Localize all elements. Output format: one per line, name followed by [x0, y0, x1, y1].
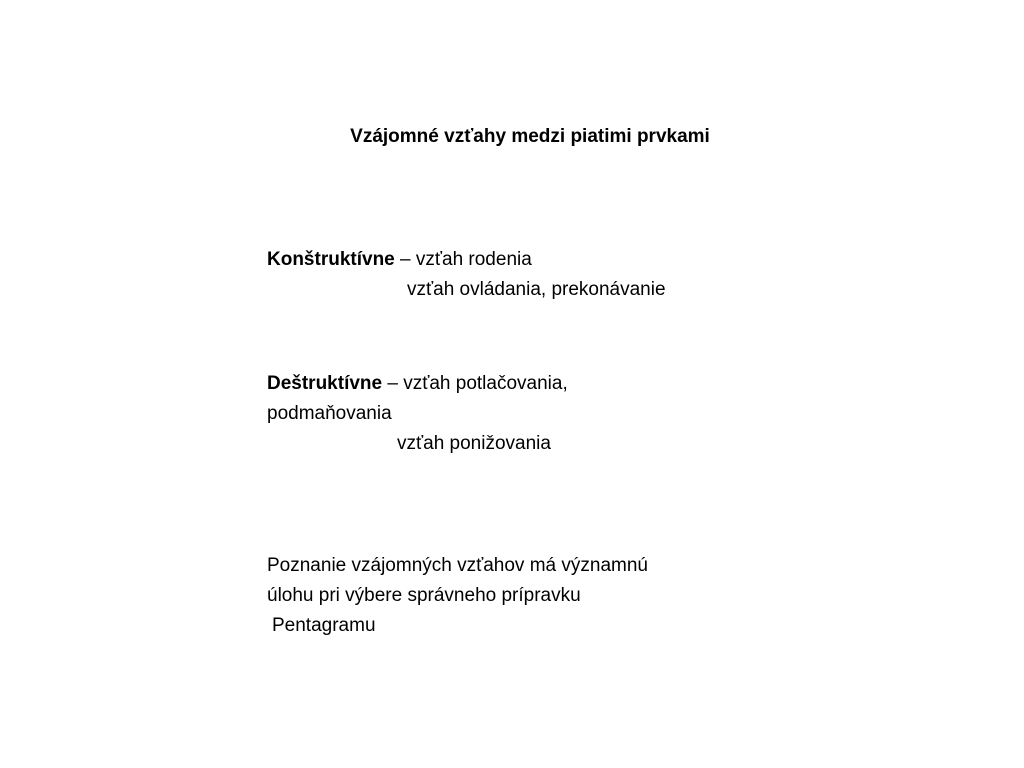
note-section [267, 551, 648, 641]
destructive-definition-3: vzťah ponižovania [397, 433, 551, 454]
constructive-section [267, 245, 666, 305]
destructive-section [267, 369, 568, 459]
note-line-3: Pentagramu [272, 615, 376, 636]
constructive-term: Konštruktívne [267, 249, 395, 270]
destructive-definition-1: – vzťah potlačovania, [382, 373, 568, 394]
destructive-term: Deštruktívne [267, 373, 383, 394]
destructive-definition-2: podmaňovania [267, 403, 392, 424]
constructive-line-1 [267, 245, 666, 275]
constructive-definition-2: vzťah ovládania, prekonávanie [407, 279, 666, 300]
slide-title: Vzájomné vzťahy medzi piatimi prvkami [350, 126, 710, 147]
destructive-line-1 [267, 369, 568, 399]
note-line-1: Poznanie vzájomných vzťahov má významnú [267, 555, 648, 576]
note-line-2: úlohu pri výbere správneho prípravku [267, 585, 581, 606]
constructive-definition-1: – vzťah rodenia [394, 249, 532, 270]
